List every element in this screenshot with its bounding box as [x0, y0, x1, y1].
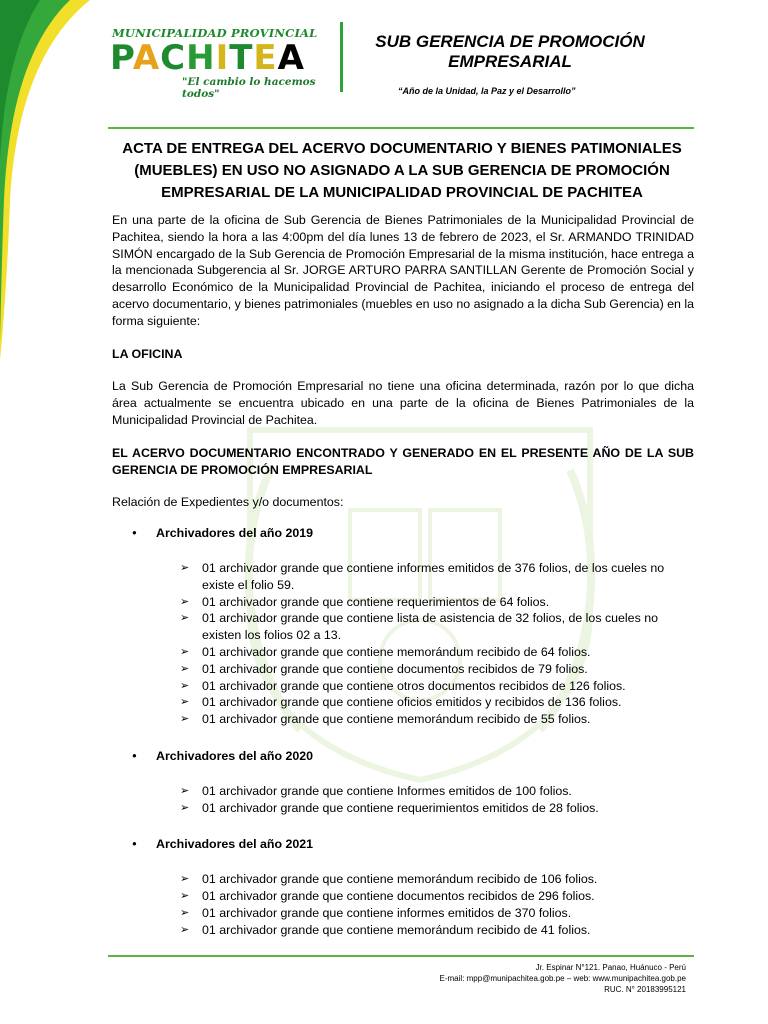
- department-title: [360, 32, 660, 72]
- list-item-text: 01 archivador grande que contiene memorándum recibido de 106 folios.: [202, 872, 598, 887]
- footer-contact: E-mail: mpp@munipachitea.gob.pe – web: www.munipachitea.gob.pe: [439, 974, 686, 983]
- arrow-bullet-icon: ➢: [180, 645, 190, 658]
- arrow-bullet-icon: ➢: [180, 784, 190, 797]
- list-2021: [112, 871, 694, 938]
- department-title-line2: EMPRESARIAL: [448, 52, 572, 71]
- archive-heading: EL ACERVO DOCUMENTARIO ENCONTRADO Y GENERADO EN EL PRESENTE AÑO DE LA SUB GERENCIA DE PROMOCIÓN EMPRESARIAL: [112, 445, 694, 477]
- arrow-bullet-icon: ➢: [180, 679, 190, 692]
- group-heading-2020: ● Archivadores del año 2020: [112, 748, 694, 765]
- logo-slogan: "El cambio lo hacemos todos": [182, 76, 316, 100]
- arrow-bullet-icon: ➢: [180, 662, 190, 675]
- list-item: [112, 644, 694, 661]
- arrow-bullet-icon: ➢: [180, 713, 190, 726]
- pachitea-logo: [108, 22, 348, 100]
- arrow-bullet-icon: ➢: [180, 906, 190, 919]
- logo-main-text: [110, 38, 305, 78]
- footer-address: Jr. Espinar N°121. Panao, Huánuco - Perú: [535, 963, 686, 972]
- list-item: [112, 594, 694, 611]
- department-title-line1: SUB GERENCIA DE PROMOCIÓN: [375, 32, 645, 51]
- arrow-bullet-icon: ➢: [180, 561, 190, 574]
- footer-divider: [108, 955, 694, 957]
- document-body: [112, 212, 694, 938]
- footer: [440, 962, 686, 995]
- list-item-text: 01 archivador grande que contiene informes emitidos de 376 folios, de los cueles no existe el folio 59.: [202, 560, 665, 592]
- year-motto: “Año de la Unidad, la Paz y el Desarrollo”: [398, 86, 576, 96]
- list-item: [112, 922, 694, 939]
- arrow-bullet-icon: ➢: [180, 801, 190, 814]
- list-2020: [112, 783, 694, 817]
- intro-paragraph: En una parte de la oficina de Sub Gerencia de Bienes Patrimoniales de la Municipalidad Provincial de Pachitea, siendo la hora a las 4:00pm del día lunes 13 de febrero de 2023, el Sr. ARMANDO TRINIDAD SIMÓN encargado de la Sub Gerencia de Promoción Empresarial de la misma institución, hace entrega a la mencionada Subgerencia al Sr. JORGE ARTURO PARRA SANTILLAN Gerente de Promoción Social y desarrollo Económico de la Municipalidad Provincial de Pachitea, iniciando el proceso de entrega del acervo documentario, y bienes patrimoniales (muebles en uso no asignado a la dicha Sub Gerencia) en la forma siguiente:: [112, 213, 695, 328]
- list-item-text: 01 archivador grande que contiene otros documentos recibidos de 126 folios.: [202, 678, 626, 693]
- list-item: [112, 711, 694, 728]
- list-item-text: 01 archivador grande que contiene memorándum recibido de 41 folios.: [202, 922, 591, 937]
- list-item: [112, 560, 694, 594]
- list-item-text: 01 archivador grande que contiene memorándum recibido de 64 folios.: [202, 644, 591, 659]
- list-item: [112, 905, 694, 922]
- list-item: [112, 783, 694, 800]
- list-item: [112, 800, 694, 817]
- list-item-text: 01 archivador grande que contiene informes emitidos de 370 folios.: [202, 905, 572, 920]
- logo-letter: P: [110, 38, 133, 78]
- list-item-text: 01 archivador grande que contiene requerimientos emitidos de 28 folios.: [202, 800, 599, 815]
- arrow-bullet-icon: ➢: [180, 923, 190, 936]
- group-heading-2021: ● Archivadores del año 2021: [112, 836, 694, 853]
- arrow-bullet-icon: ➢: [180, 873, 190, 886]
- list-item-text: 01 archivador grande que contiene Informes emitidos de 100 folios.: [202, 783, 572, 798]
- list-item-text: 01 archivador grande que contiene documentos recibidos de 79 folios.: [202, 661, 588, 676]
- list-item-text: 01 archivador grande que contiene memorándum recibido de 55 folios.: [202, 712, 591, 727]
- arrow-bullet-icon: ➢: [180, 612, 190, 625]
- list-item: [112, 694, 694, 711]
- list-item-text: 01 archivador grande que contiene lista de asistencia de 32 folios, de los cueles no existen los folios 02 a 13.: [202, 611, 658, 643]
- list-item: [112, 661, 694, 678]
- office-heading: LA OFICINA: [112, 346, 183, 361]
- list-item-text: 01 archivador grande que contiene oficios emitidos y recibidos de 136 folios.: [202, 695, 622, 710]
- group-heading-2019: ● Archivadores del año 2019: [112, 525, 694, 542]
- list-2019: [112, 560, 694, 728]
- logo-letter: A: [277, 38, 305, 78]
- list-item: [112, 871, 694, 888]
- office-paragraph: La Sub Gerencia de Promoción Empresarial no tiene una oficina determinada, razón por lo que dicha área actualmente se encuentra ubicado en una parte de la oficina de Bienes Patrimoniales de la Municipalidad Provincial de Pachitea.: [112, 379, 694, 427]
- logo-letter: I: [215, 38, 230, 78]
- logo-letter: T: [229, 38, 254, 78]
- logo-divider: [340, 22, 343, 92]
- list-item: [112, 678, 694, 695]
- corner-swoosh-decoration: [0, 0, 90, 360]
- list-item-text: 01 archivador grande que contiene requerimientos de 64 folios.: [202, 594, 550, 609]
- arrow-bullet-icon: ➢: [180, 696, 190, 709]
- list-item-text: 01 archivador grande que contiene documentos recibidos de 296 folios.: [202, 888, 595, 903]
- logo-letter: A: [132, 38, 161, 78]
- logo-letter: H: [186, 38, 216, 78]
- arrow-bullet-icon: ➢: [180, 889, 190, 902]
- logo-top-text: MUNICIPALIDAD PROVINCIAL: [112, 26, 318, 40]
- arrow-bullet-icon: ➢: [180, 595, 190, 608]
- document-title: ACTA DE ENTREGA DEL ACERVO DOCUMENTARIO Y BIENES PATIMONIALES (MUEBLES) EN USO NO ASIGNADO A LA SUB GERENCIA DE PROMOCIÓN EMPRESARIAL DE LA MUNICIPALIDAD PROVINCIAL DE PACHITEA: [122, 140, 682, 201]
- list-item: [112, 888, 694, 905]
- logo-letter: C: [160, 38, 187, 78]
- footer-ruc: RUC. N° 20183995121: [604, 985, 686, 994]
- logo-letter: E: [253, 38, 278, 78]
- header-divider: [108, 127, 694, 129]
- relation-label: Relación de Expedientes y/o documentos:: [112, 495, 344, 510]
- list-item: [112, 610, 694, 644]
